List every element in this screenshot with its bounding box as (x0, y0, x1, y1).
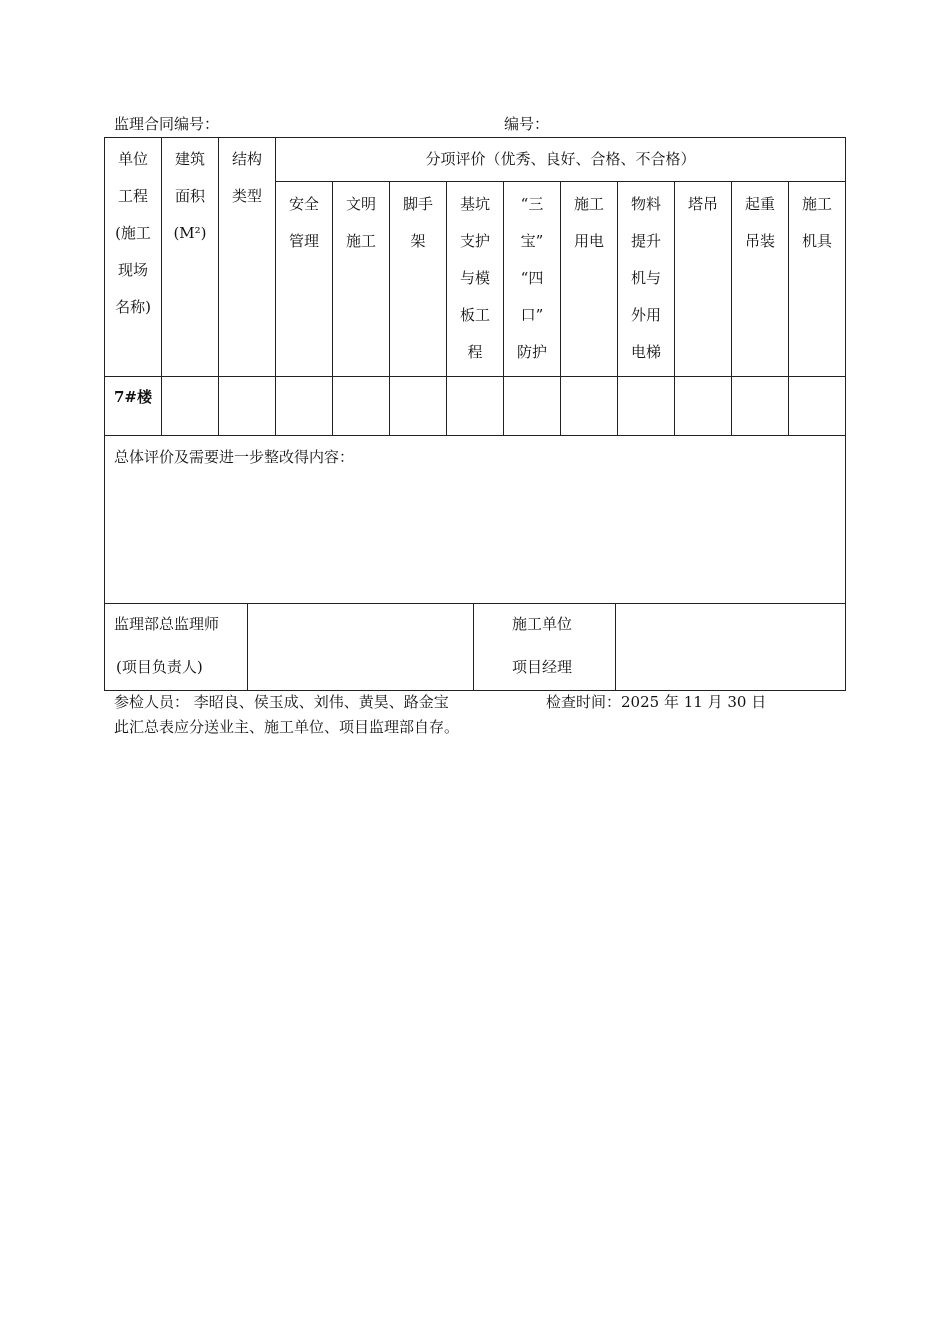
header-structure-type-line: 结构 (231, 150, 262, 168)
header-col-tower-crane (675, 186, 731, 223)
header-col-construction-machinery (789, 186, 845, 260)
header-col-line: 架 (410, 232, 426, 250)
contractor-label: 施工单位 (512, 615, 573, 633)
header-col-line: 宝” (520, 232, 544, 250)
header-building-area-line: 面积 (174, 187, 205, 205)
header-col-line: 施工 (801, 195, 832, 213)
header-col-line: 施工 (345, 232, 376, 250)
header-col-line: 物料 (630, 195, 661, 213)
header-col-line: “三 (520, 195, 544, 213)
header-col-line: 安全 (288, 195, 319, 213)
header-col-safety-management (276, 186, 332, 260)
header-structure-type (219, 141, 275, 215)
chief-supervisor-label: 监理部总监理师 (114, 615, 220, 633)
header-building-area-line: (M²) (173, 224, 207, 242)
header-col-scaffolding (390, 186, 446, 260)
header-col-line: 管理 (288, 232, 319, 250)
header-col-line: 支护 (459, 232, 490, 250)
header-col-line: 提升 (630, 232, 661, 250)
header-structure-type-line: 类型 (231, 187, 262, 205)
header-col-line: 程 (467, 343, 483, 361)
header-col-line: 与模 (459, 269, 490, 287)
header-col-line: 电梯 (630, 343, 661, 361)
header-col-line: 机与 (630, 269, 661, 287)
header-unit-project-line: 名称) (115, 298, 151, 316)
project-manager-label: 项目经理 (512, 658, 573, 676)
header-col-line: 用电 (573, 232, 604, 250)
header-col-material-hoist-elevator (618, 186, 674, 371)
header-col-lifting-hoisting (732, 186, 788, 260)
header-col-line: 防护 (516, 343, 547, 361)
document-number-label: 编号： (504, 115, 550, 133)
header-building-area-line: 建筑 (174, 150, 205, 168)
header-unit-project-line: 单位 (117, 150, 148, 168)
participants-text: 参检人员： 李昭良、侯玉成、刘伟、黄昊、路金宝 (114, 693, 449, 711)
header-col-three-treasures-four-openings (504, 186, 560, 371)
header-sub-evaluation: 分项评价（优秀、良好、合格、不合格） (425, 150, 696, 168)
header-unit-project-line: 工程 (117, 187, 148, 205)
header-col-line: 基坑 (459, 195, 490, 213)
header-unit-project (105, 141, 161, 326)
header-col-line: 起重 (744, 195, 775, 213)
header-col-line: 塔吊 (687, 195, 718, 213)
header-col-line: “四 (520, 269, 544, 287)
header-col-foundation-pit (447, 186, 503, 371)
header-col-construction-electricity (561, 186, 617, 260)
header-col-line: 脚手 (402, 195, 433, 213)
header-col-line: 口” (520, 306, 544, 324)
overall-evaluation-label: 总体评价及需要进一步整改得内容： (114, 448, 355, 466)
header-col-line: 施工 (573, 195, 604, 213)
header-col-civilized-construction (333, 186, 389, 260)
header-unit-project-line: (施工 (115, 224, 151, 242)
header-building-area (162, 141, 218, 252)
check-time-text: 检查时间：2025 年 11 月 30 日 (546, 693, 767, 711)
contract-number-label: 监理合同编号： (114, 115, 220, 133)
header-col-line: 机具 (801, 232, 832, 250)
header-col-line: 吊装 (744, 232, 775, 250)
distribution-note: 此汇总表应分送业主、施工单位、项目监理部自存。 (114, 718, 460, 736)
header-col-line: 文明 (345, 195, 376, 213)
project-leader-label: (项目负责人) (116, 658, 203, 676)
row-building-name: 7#楼 (114, 388, 153, 406)
header-col-line: 外用 (630, 306, 661, 324)
header-col-line: 板工 (459, 306, 490, 324)
header-unit-project-line: 现场 (117, 261, 148, 279)
